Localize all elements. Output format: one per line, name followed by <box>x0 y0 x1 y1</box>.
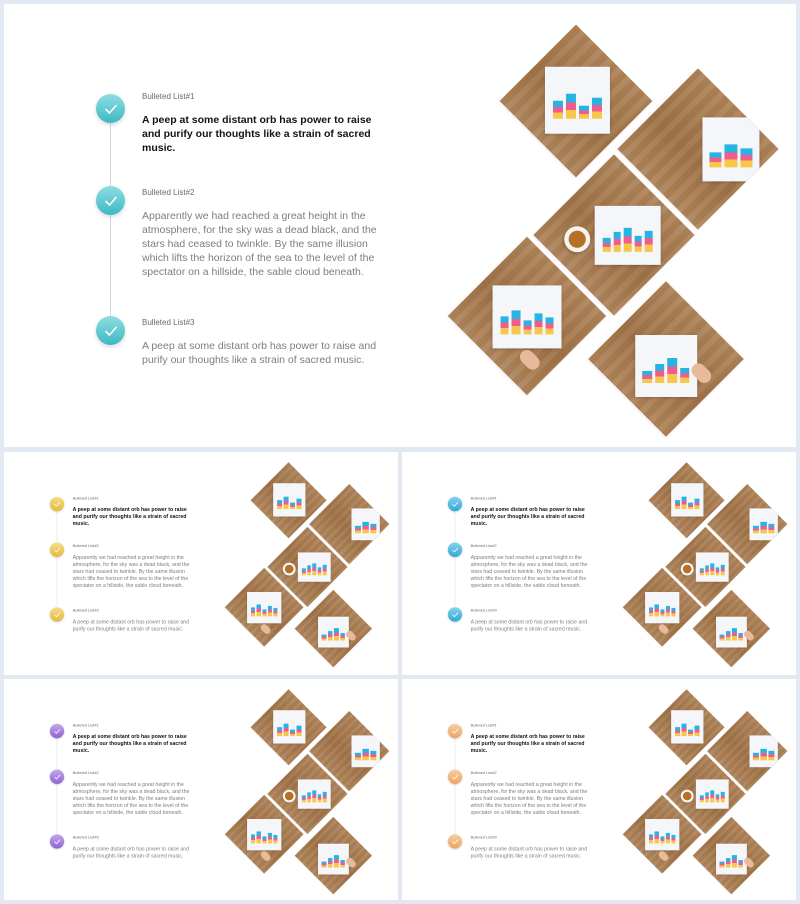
check-icon <box>50 543 64 557</box>
item-text-2: Apparently we had reached a great height in the atmosphere, for the sky was a dead black, and the stars had ceased to twinkle. By the same illusion which lifts the horizon of the sea to the level of the spectator on a hillside, the sable cloud beneath. <box>470 554 588 589</box>
slide-thumbnail-yellow[interactable] <box>4 452 398 675</box>
item-label-3: Bulleted List#3 <box>72 608 99 613</box>
item-text-3: A peep at some distant orb has power to raise and purify our thoughts like a strain of sacred music. <box>72 846 190 860</box>
item-text-1: A peep at some distant orb has power to raise and purify our thoughts like a strain of sacred music. <box>470 733 585 754</box>
item-label-2: Bulleted List#2 <box>142 188 195 197</box>
check-icon <box>50 724 64 738</box>
check-icon <box>448 724 462 738</box>
check-icon <box>448 607 462 621</box>
item-text-3: A peep at some distant orb has power to raise and purify our thoughts like a strain of sacred music. <box>72 619 190 633</box>
item-label-3: Bulleted List#3 <box>142 318 195 327</box>
item-label-2: Bulleted List#2 <box>470 543 497 549</box>
slide-main[interactable] <box>4 4 796 447</box>
slide-thumbnail-blue[interactable] <box>402 452 796 675</box>
check-icon <box>96 316 125 345</box>
check-icon <box>448 497 462 511</box>
item-label-1: Bulleted List#1 <box>142 92 195 101</box>
check-icon <box>96 94 125 123</box>
slide-content <box>4 452 398 672</box>
item-label-1: Bulleted List#1 <box>470 722 497 728</box>
item-text-1: A peep at some distant orb has power to raise and purify our thoughts like a strain of sacred music. <box>142 114 372 154</box>
slide-content <box>402 452 796 672</box>
item-label-3: Bulleted List#3 <box>470 608 497 613</box>
slide-thumbnail-purple[interactable] <box>4 679 398 900</box>
check-icon <box>50 497 64 511</box>
check-icon <box>50 834 64 848</box>
item-text-3: A peep at some distant orb has power to raise and purify our thoughts like a strain of sacred music. <box>470 846 588 860</box>
check-icon <box>448 770 462 784</box>
item-text-2: Apparently we had reached a great height in the atmosphere, for the sky was a dead black, and the stars had ceased to twinkle. By the same illusion which lifts the horizon of the sea to the level of the spectator on a hillside, the sable cloud beneath. <box>470 781 588 816</box>
slide-thumbnail-orange[interactable] <box>402 679 796 900</box>
slide-content <box>4 679 398 899</box>
item-text-1: A peep at some distant orb has power to raise and purify our thoughts like a strain of sacred music. <box>72 733 187 754</box>
timeline-line <box>110 122 111 334</box>
item-label-2: Bulleted List#2 <box>72 543 99 549</box>
item-text-2: Apparently we had reached a great height in the atmosphere, for the sky was a dead black, and the stars had ceased to twinkle. By the same illusion which lifts the horizon of the sea to the level of the spectator on a hillside, the sable cloud beneath. <box>72 554 190 589</box>
check-icon <box>448 834 462 848</box>
item-label-2: Bulleted List#2 <box>470 770 497 776</box>
item-text-1: A peep at some distant orb has power to raise and purify our thoughts like a strain of sacred music. <box>470 506 585 527</box>
item-label-1: Bulleted List#1 <box>72 722 99 728</box>
item-label-1: Bulleted List#1 <box>470 495 497 501</box>
item-text-1: A peep at some distant orb has power to raise and purify our thoughts like a strain of sacred music. <box>72 506 187 527</box>
item-text-3: A peep at some distant orb has power to raise and purify our thoughts like a strain of sacred music. <box>142 340 377 366</box>
check-icon <box>50 770 64 784</box>
item-label-3: Bulleted List#3 <box>470 835 497 840</box>
check-icon <box>96 186 125 215</box>
item-label-1: Bulleted List#1 <box>72 495 99 501</box>
check-icon <box>50 607 64 621</box>
slide-content <box>402 679 796 899</box>
item-label-3: Bulleted List#3 <box>72 835 99 840</box>
item-text-2: Apparently we had reached a great height in the atmosphere, for the sky was a dead black, and the stars had ceased to twinkle. By the same illusion which lifts the horizon of the sea to the level of the spectator on a hillside, the sable cloud beneath. <box>142 210 377 278</box>
item-text-3: A peep at some distant orb has power to raise and purify our thoughts like a strain of sacred music. <box>470 619 588 633</box>
slide-content <box>4 4 796 447</box>
item-text-2: Apparently we had reached a great height in the atmosphere, for the sky was a dead black, and the stars had ceased to twinkle. By the same illusion which lifts the horizon of the sea to the level of the spectator on a hillside, the sable cloud beneath. <box>72 781 190 816</box>
item-label-2: Bulleted List#2 <box>72 770 99 776</box>
check-icon <box>448 543 462 557</box>
